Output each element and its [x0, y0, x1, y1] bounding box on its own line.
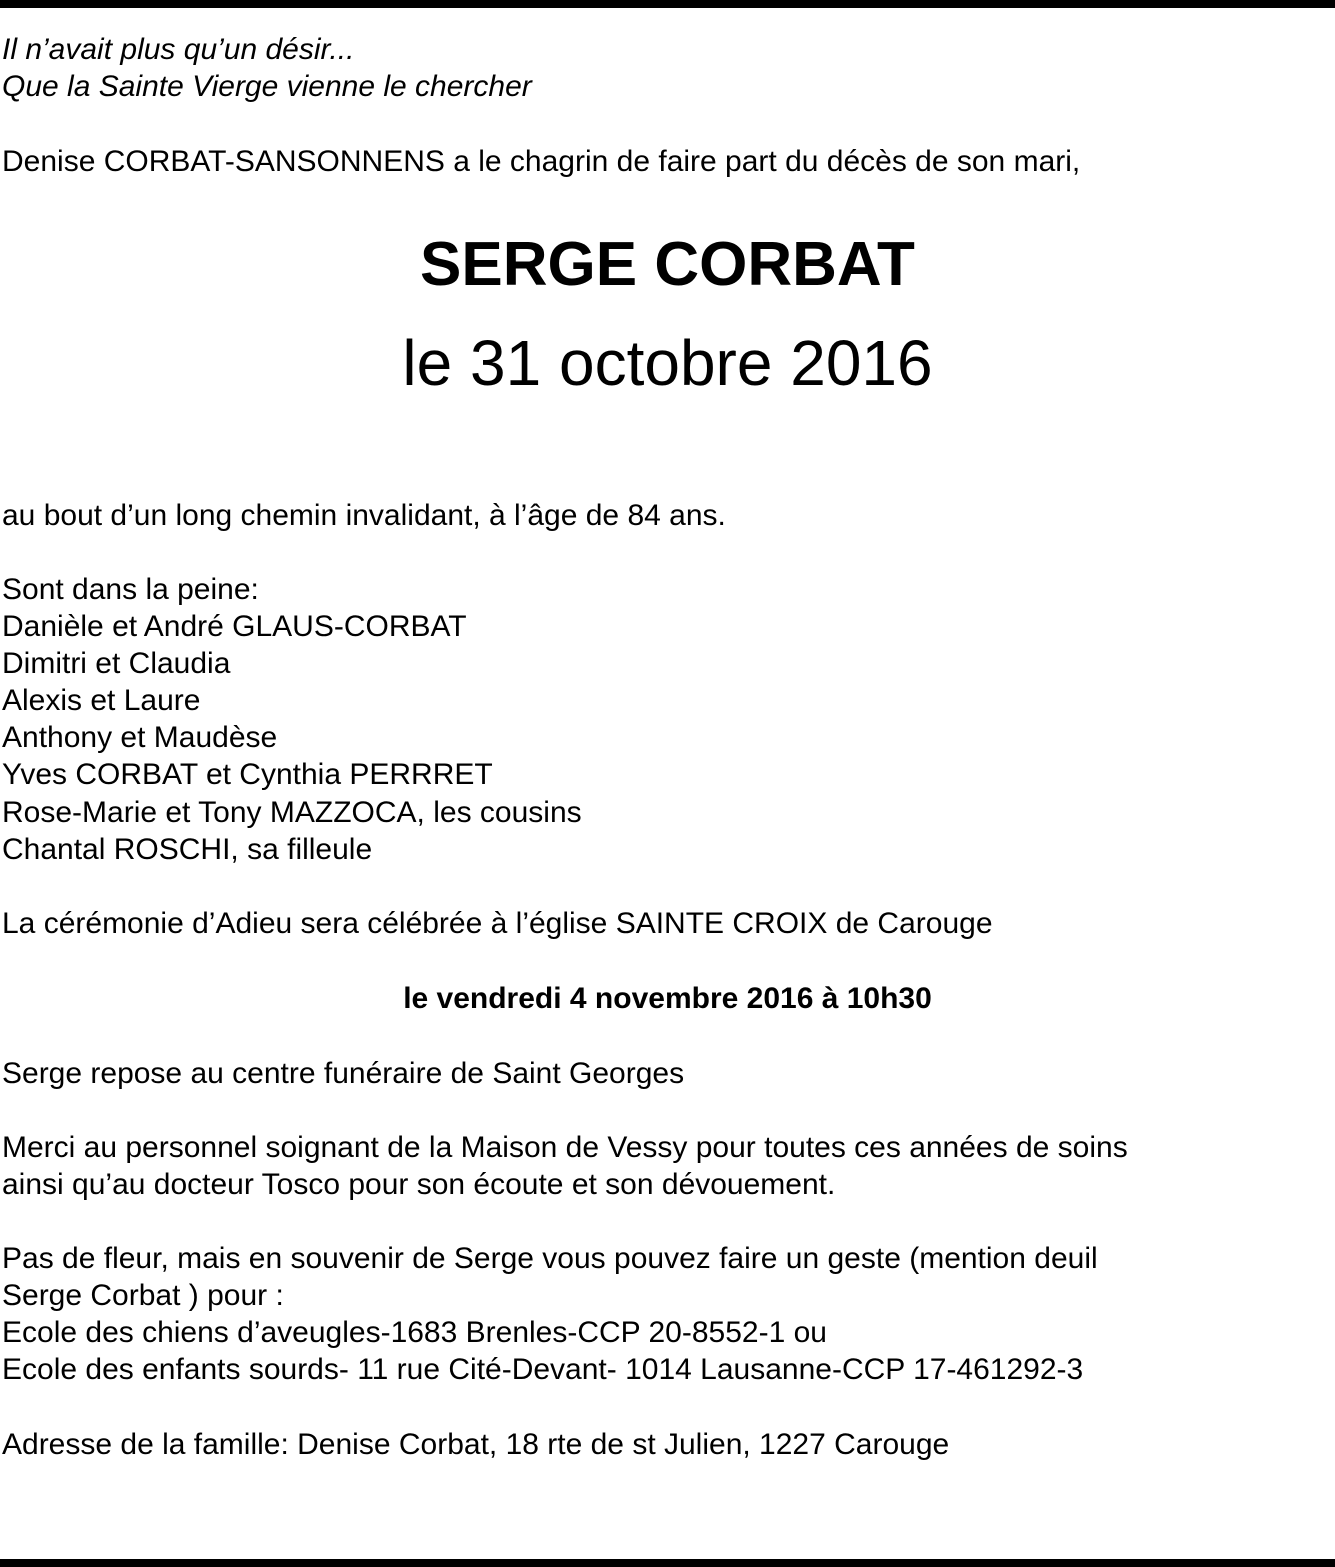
epigraph-line-2: Que la Sainte Vierge vienne le chercher: [2, 70, 532, 103]
donations-line-2: Serge Corbat ) pour :: [2, 1279, 284, 1312]
mourner-item: Chantal ROSCHI, sa filleule: [2, 833, 373, 866]
announcement-text: Denise CORBAT-SANSONNENS a le chagrin de faire part du décès de son mari,: [2, 145, 1081, 178]
mourner-item: Anthony et Maudèse: [2, 721, 278, 754]
family-address: Adresse de la famille: Denise Corbat, 18 rte de st Julien, 1227 Carouge: [2, 1428, 950, 1461]
death-date: le 31 octobre 2016: [402, 327, 933, 399]
donation-recipient-2: Ecole des enfants sourds- 11 rue Cité-Devant- 1014 Lausanne-CCP 17-461292-3: [2, 1353, 1084, 1386]
donations-line-1: Pas de fleur, mais en souvenir de Serge vous pouvez faire un geste (mention deuil: [2, 1242, 1098, 1275]
mourner-item: Yves CORBAT et Cynthia PERRRET: [2, 758, 493, 791]
donation-recipient-1: Ecole des chiens d’aveugles-1683 Brenles-CCP 20-8552-1 ou: [2, 1316, 827, 1349]
bottom-rule: [0, 1559, 1335, 1567]
deceased-name: SERGE CORBAT: [420, 230, 915, 299]
thanks-line-2: ainsi qu’au docteur Tosco pour son écoute et son dévouement.: [2, 1168, 836, 1201]
repose-text: Serge repose au centre funéraire de Saint Georges: [2, 1057, 685, 1090]
mourners-heading: Sont dans la peine:: [2, 573, 259, 606]
circumstances-text: au bout d’un long chemin invalidant, à l’âge de 84 ans.: [2, 499, 726, 532]
ceremony-date: le vendredi 4 novembre 2016 à 10h30: [403, 982, 932, 1015]
epigraph-line-1: Il n’avait plus qu’un désir...: [2, 33, 355, 66]
mourner-item: Danièle et André GLAUS-CORBAT: [2, 610, 467, 643]
mourner-item: Alexis et Laure: [2, 684, 201, 717]
thanks-line-1: Merci au personnel soignant de la Maison de Vessy pour toutes ces années de soins: [2, 1131, 1128, 1164]
mourner-item: Rose-Marie et Tony MAZZOCA, les cousins: [2, 796, 582, 829]
top-rule: [0, 0, 1335, 8]
mourner-item: Dimitri et Claudia: [2, 647, 231, 680]
ceremony-text: La cérémonie d’Adieu sera célébrée à l’église SAINTE CROIX de Carouge: [2, 907, 993, 940]
